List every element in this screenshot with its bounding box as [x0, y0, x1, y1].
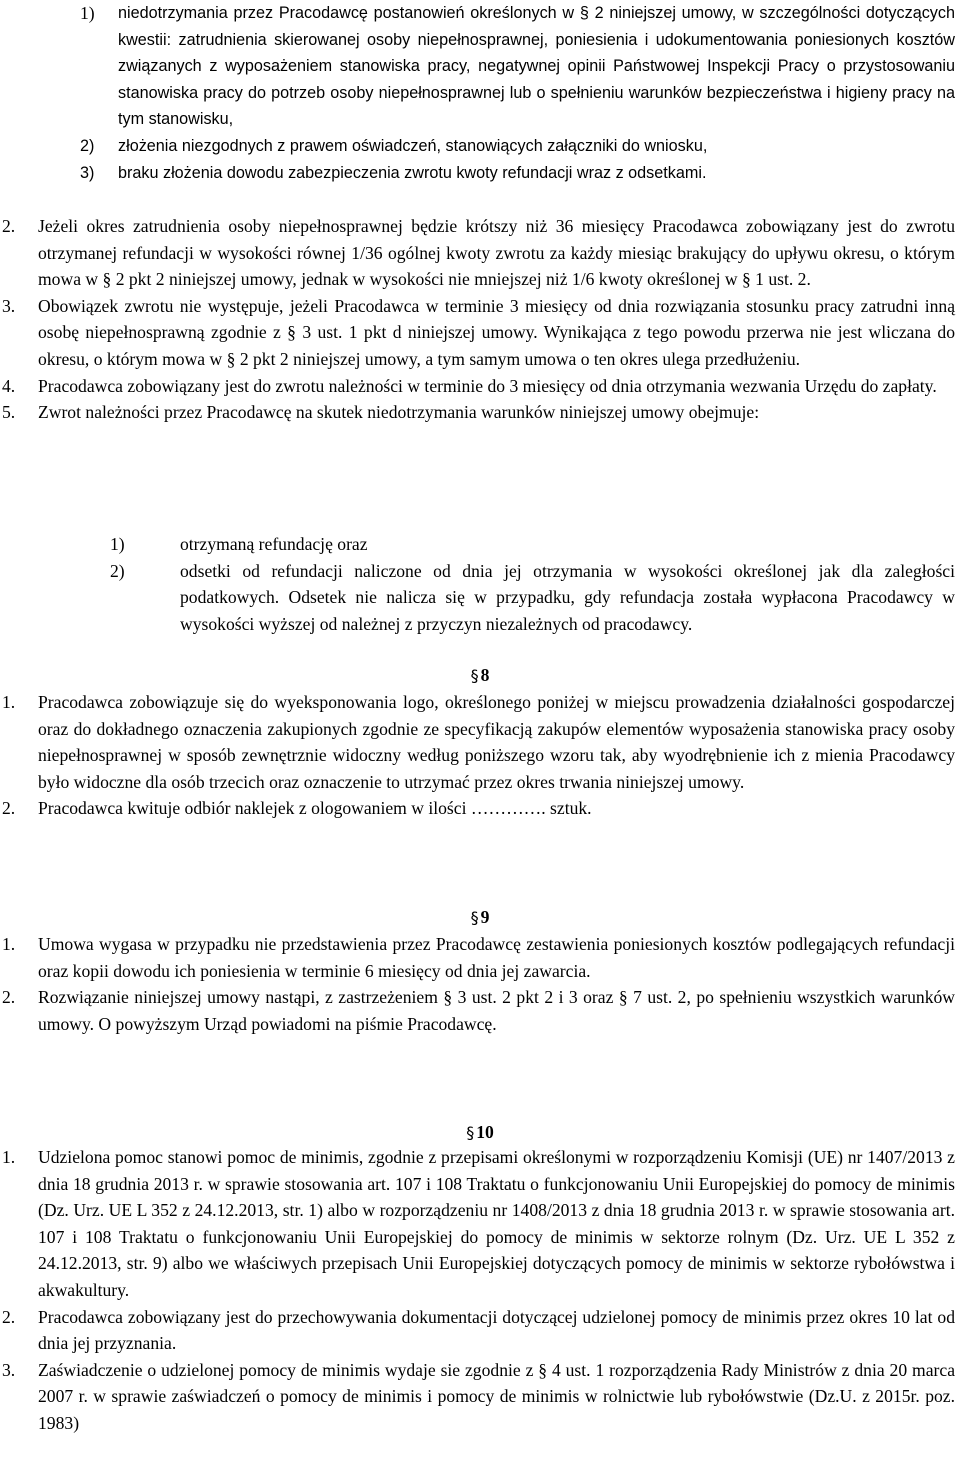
section-number: 10 [476, 1122, 494, 1142]
item-number: 4. [2, 375, 16, 396]
item-number: 3. [2, 1359, 16, 1380]
section-7-items [2, 213, 955, 426]
section-symbol: § [470, 908, 479, 927]
item-text: niedotrzymania przez Pracodawcę postanowień określonych w § 2 niniejszej umowy, w szczególności dotyczących kwestii: zatrudnienia skierowanej osoby niepełnosprawnej, poniesienia i udokumentowania poniesionych kosztów związanych z wyposażeniem stanowiska pracy, negatywnej opinii Państwowej Inspekcji Pracy o przystosowaniu stanowiska pracy do potrzeb osoby niepełnosprawnej lub o spełnieniu warunków bezpieczeństwa i higieny pracy na tym stanowisku, [118, 4, 955, 129]
section-number: 9 [480, 907, 490, 927]
item-text: Pracodawca zobowiązuje się do wyeksponowania logo, określonego poniżej w miejscu prowadzenia działalności gospodarczej oraz do dokładnego oznaczenia zakupionych zgodnie ze specyfikacją zakupów elementów wyposażenia stanowiska pracy osoby niepełnosprawnej w sposób zewnętrznie widoczny według poniższego wzoru tak, aby wyodrębnienie ich z mienia Pracodawcy było widoczne dla osób trzecich oraz oznaczenie to utrzymać przez okres trwania niniejszej umowy. [38, 692, 955, 792]
item-number: 3) [80, 163, 95, 182]
item-number: 2. [2, 987, 16, 1008]
item-number: 1. [2, 934, 16, 954]
section-8-items [2, 689, 955, 822]
section-symbol: § [466, 1123, 475, 1142]
item-text: Zwrot należności przez Pracodawcę na skutek niedotrzymania warunków niniejszej umowy obejmuje: [38, 402, 760, 423]
list-item [2, 1357, 955, 1437]
list-item [2, 689, 955, 795]
section-9-items [2, 931, 955, 1037]
section-8-heading [0, 662, 960, 690]
item-number: 3. [2, 295, 16, 316]
item-number: 1) [110, 534, 125, 554]
item-text: Jeżeli okres zatrudnienia osoby niepełnosprawnej będzie krótszy niż 36 miesięcy Pracodawca zobowiązany jest do zwrotu otrzymanej refundacji w wysokości równej 1/36 ogólnej kwoty zwrotu za każdy miesiąc brakujący do upływu okresu, o którym mowa w § 2 pkt 2 niniejszej umowy, jednak w wysokości nie mniejszej niż 1/6 kwoty określonej w § 1 ust. 2. [38, 216, 955, 290]
item-number: 1) [80, 3, 95, 23]
item-text: Umowa wygasa w przypadku nie przedstawienia przez Pracodawcę zestawienia poniesionych kosztów podlegających refundacji oraz kopii dowodu ich poniesienia w terminie 6 miesięcy od dnia jej zawarcia. [38, 934, 955, 981]
item-text: Pracodawca zobowiązany jest do przechowywania dokumentacji dotyczącej udzielonej pomocy de minimis przez okres 10 lat od dnia jej przyznania. [38, 1306, 955, 1354]
item-number: 1. [2, 1147, 16, 1167]
list-item [2, 984, 955, 1037]
section-symbol: § [470, 666, 479, 685]
item-text: Rozwiązanie niniejszej umowy nastąpi, z zastrzeżeniem § 3 ust. 2 pkt 2 i 3 oraz § 7 ust. 2, po spełnieniu wszystkich warunków umowy. O powyższym Urząd powiadomi na piśmie Pracodawcę. [38, 987, 955, 1034]
list-item [80, 0, 955, 133]
list-item [80, 531, 955, 558]
item-number: 2. [2, 216, 16, 236]
list-item [80, 133, 955, 160]
section-number: 8 [480, 665, 490, 685]
list-item [2, 373, 955, 400]
item-text: Pracodawca kwituje odbiór naklejek z ologowaniem w ilości …………. sztuk. [38, 798, 592, 819]
item-text: Zaświadczenie o udzielonej pomocy de minimis wydaje sie zgodnie z § 4 ust. 1 rozporządzenia Rady Ministrów z dnia 20 marca 2007 r. w sprawie zaświadczeń o pomocy de minimis i pomocy de minimis w rolnictwie lub rybołówstwie (Dz.U. z 2015r. poz. 1983) [38, 1359, 955, 1433]
list-item [80, 160, 955, 187]
item-number: 2) [80, 136, 95, 155]
item-number: 5. [2, 402, 16, 423]
item-text: Obowiązek zwrotu nie występuje, jeżeli Pracodawca w terminie 3 miesięcy od dnia rozwiązania stosunku pracy zatrudni inną osobę niepełnosprawną zgodnie z § 3 ust. 1 pkt d niniejszej umowy. Wynikająca z tego powodu przerwa nie jest wliczana do okresu, o którym mowa w § 2 pkt 2 niniejszej umowy, a tym samym umowa o ten okres ulega przedłużeniu. [38, 295, 955, 369]
list-item [2, 399, 955, 426]
list-item [2, 213, 955, 293]
item-text: braku złożenia dowodu zabezpieczenia zwrotu kwoty refundacji wraz z odsetkami. [118, 163, 707, 182]
section-10-items [2, 1144, 955, 1437]
list-item [2, 293, 955, 373]
item-text: Udzielona pomoc stanowi pomoc de minimis, zgodnie z przepisami określonymi w rozporządzeniu Komisji (UE) nr 1407/2013 z dnia 18 grudnia 2013 r. w sprawie stosowania art. 107 i 108 Traktatu o funkcjonowaniu Unii Europejskiej do pomocy de minimis (Dz. Urz. UE L 352 z 24.12.2013, str. 1) albo w rozporządzeniu nr 1408/2013 z dnia 18 grudnia 2013 r. w sprawie stosowania art. 107 i 108 Traktatu o funkcjonowaniu Unii Europejskiej do pomocy de minimis w sektorze rolnym (Dz. Urz. UE L 352 z 24.12.2013, str. 9) albo we właściwych przepisach Unii Europejskiej dotyczących pomocy de minimis w sektorze rybołówstwa i akwakultury. [38, 1147, 955, 1300]
section-9-heading [0, 904, 960, 932]
item-number: 2) [110, 560, 125, 581]
list-item [80, 558, 955, 638]
list-item [2, 795, 955, 822]
item-number: 2. [2, 1306, 16, 1327]
list-item [2, 931, 955, 984]
item-text: odsetki od refundacji naliczone od dnia jej otrzymania w wysokości określonej jak dla zaległości podatkowych. Odsetek nie nalicza się w przypadku, gdy refundacja została wypłacona Pracodawcy w wysokości wyższej od należnej z przyczyn niezależnych od pracodawcy. [180, 560, 955, 634]
item-number: 1. [2, 692, 16, 712]
top-sublist [80, 0, 955, 186]
item-number: 2. [2, 798, 16, 819]
list-item [2, 1304, 955, 1357]
section-10-heading [0, 1119, 960, 1147]
section-7-sublist [80, 531, 955, 637]
item-text: otrzymaną refundację oraz [180, 534, 368, 554]
list-item [2, 1144, 955, 1304]
item-text: złożenia niezgodnych z prawem oświadczeń, stanowiących załączniki do wniosku, [118, 136, 708, 155]
item-text: Pracodawca zobowiązany jest do zwrotu należności w terminie do 3 miesięcy od dnia otrzymania wezwania Urzędu do zapłaty. [38, 375, 937, 396]
